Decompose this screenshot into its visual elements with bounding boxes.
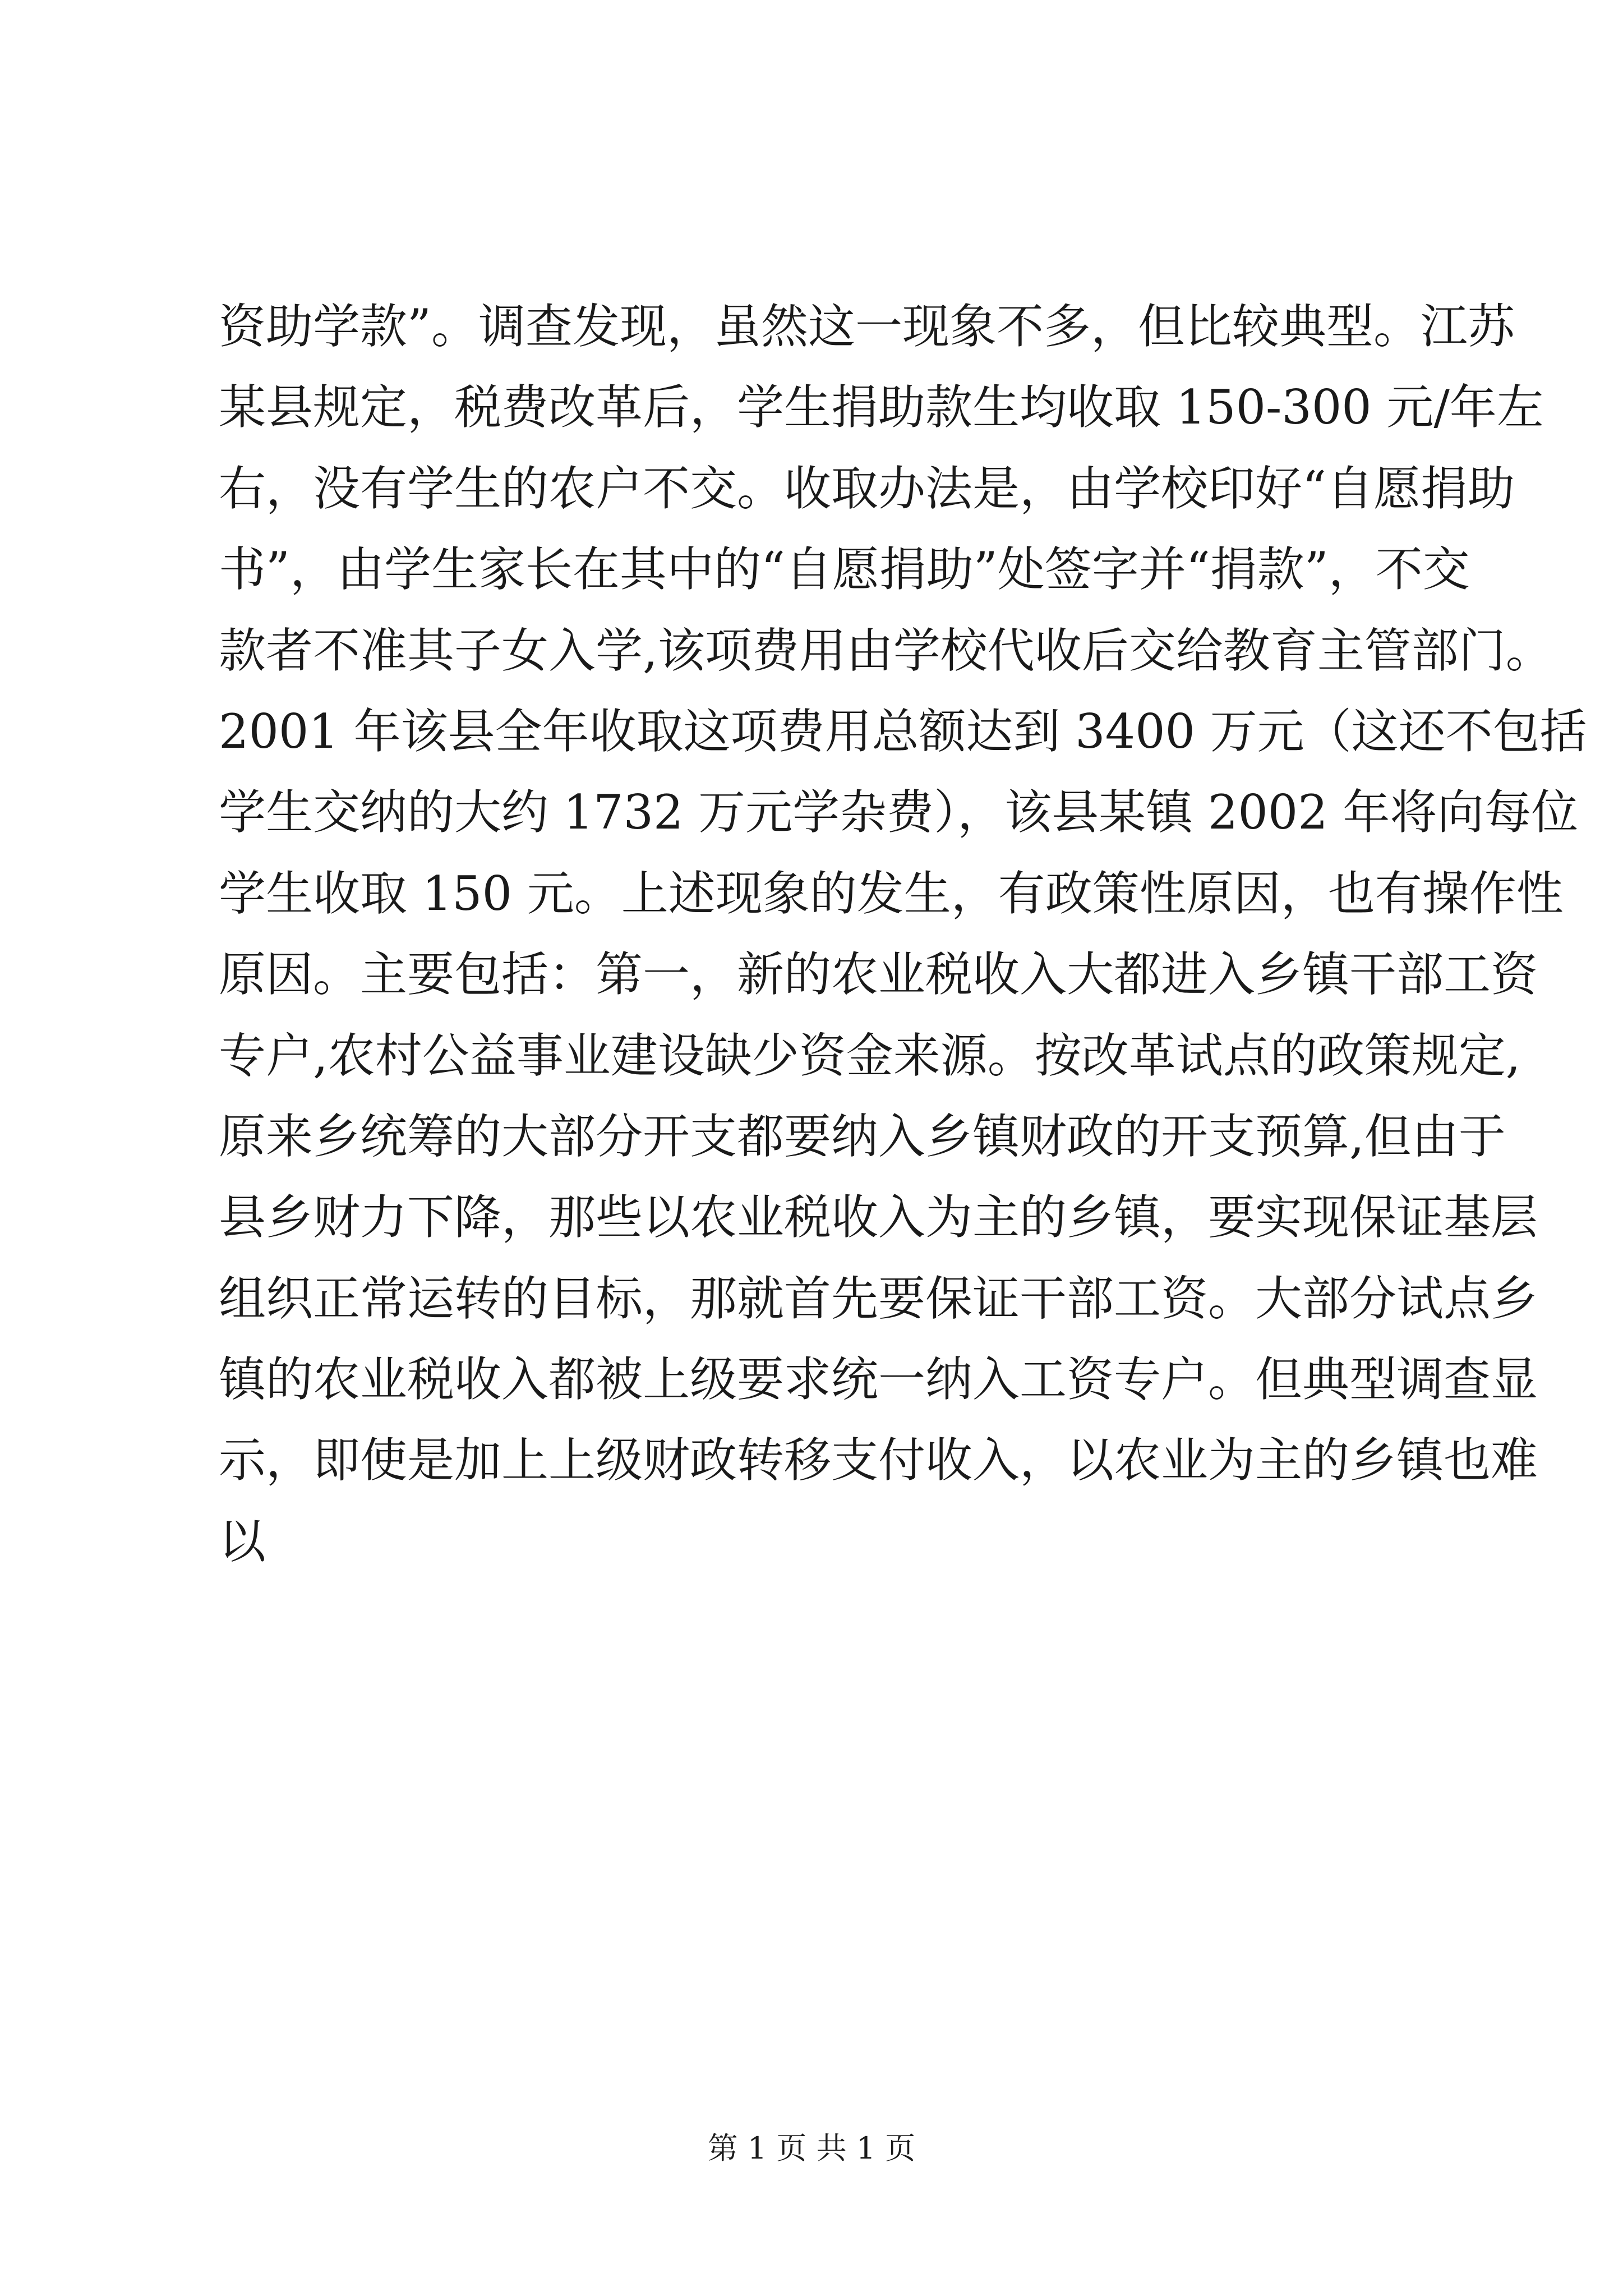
text-line: 组织正常运转的目标，那就首先要保证干部工资。大部分试点乡: [219, 1271, 1538, 1326]
text-line: 款者不准其子女入学,该项费用由学校代收后交给教育主管部门。: [219, 623, 1553, 678]
text-line: 右，没有学生的农户不交。收取办法是，由学校印好“自愿捐助: [219, 461, 1515, 516]
text-line-last: 以: [219, 1513, 266, 1569]
text-line: 原来乡统筹的大部分开支都要纳入乡镇财政的开支预算,但由于: [219, 1108, 1506, 1164]
text-line: 示，即使是加上上级财政转移支付收入，以农业为主的乡镇也难: [219, 1433, 1538, 1488]
text-line: 镇的农业税收入都被上级要求统一纳入工资专户。但典型调查显: [219, 1352, 1538, 1407]
text-line: 学生收取 150 元。上述现象的发生，有政策性原因，也有操作性: [219, 866, 1564, 921]
text-line: 学生交纳的大约 1732 万元学杂费），该县某镇 2002 年将向每位: [219, 785, 1579, 840]
text-line: 2001 年该县全年收取这项费用总额达到 3400 万元（这还不包括: [219, 703, 1587, 759]
body-text: [219, 286, 1587, 1582]
text-line: 原因。主要包括：第一，新的农业税收入大都进入乡镇干部工资: [219, 947, 1538, 1002]
text-line: 县乡财力下降，那些以农业税收入为主的乡镇，要实现保证基层: [219, 1190, 1538, 1245]
text-line: 某县规定，税费改革后，学生捐助款生均收取 150-300 元/年左: [219, 380, 1544, 435]
text-line: 资助学款”。调查发现，虽然这一现象不多，但比较典型。江苏: [219, 299, 1515, 354]
text-line: 专户,农村公益事业建设缺少资金来源。按改革试点的政策规定,: [219, 1028, 1521, 1083]
text-line: 书”，由学生家长在其中的“自愿捐助”处签字并“捐款”，不交: [219, 542, 1470, 597]
page-footer: 第 1 页 共 1 页: [707, 2131, 916, 2166]
